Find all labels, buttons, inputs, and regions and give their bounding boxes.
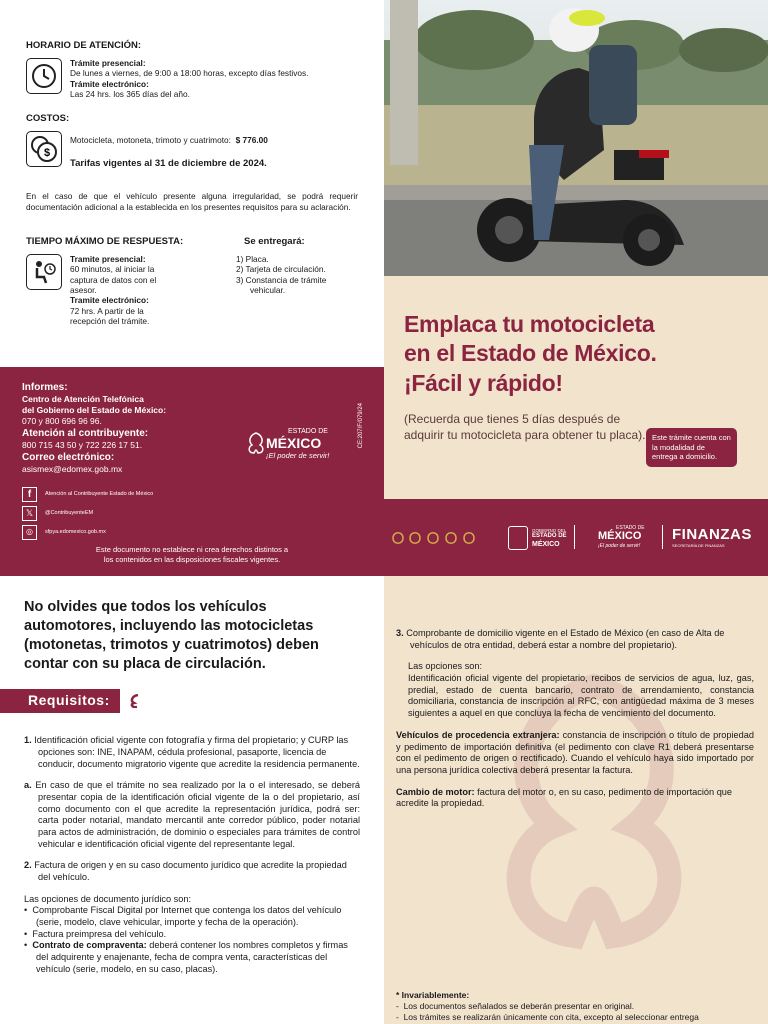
req-1-text: Identificación oficial vigente con fotografía y firma del propietario; y CURP las opciones son: INE, INAPAM, cédula profesional, pasaporte, licencia de conducir, documento migratorio vigente que acredite la residencia permanente. [34, 735, 360, 769]
tiempo-title: TIEMPO MÁXIMO DE RESPUESTA: [26, 236, 184, 248]
correo-title: Correo electrónico: [22, 452, 115, 464]
finanzas-sub: SECRETARÍA DE FINANZAS [672, 543, 725, 548]
tiempo-electronico-text: 72 hrs. A partir de la recepción del trámite. [70, 305, 150, 327]
logos-bar [384, 499, 768, 576]
logo-estado-small: ESTADO DE [616, 525, 645, 531]
disclaimer-line-2: los contenidos en las disposiciones fiscales vigentes. [103, 554, 281, 564]
tiempo-electronico-label: Tramite electrónico: [70, 295, 149, 306]
gobierno-line-2: ESTADO DE [532, 533, 567, 540]
logo-mexico: MÉXICO [266, 435, 322, 451]
informes-title: Informes: [22, 382, 68, 393]
divider [574, 525, 575, 549]
list-item: - Los trámites se realizarán únicamente con cita, excepto al seleccionar entrega [396, 1011, 699, 1022]
entrega-item: 2) Tarjeta de circulación. [236, 264, 326, 275]
centro-line-1: Centro de Atención Telefónica [22, 394, 144, 404]
lead-text: No olvides que todos los vehículos automotores, incluyendo las motocicletas (motonetas, trimotos y cuatrimotos) deben contar con su placa de circulación. [24, 599, 319, 672]
horario-title: HORARIO DE ATENCIÓN: [26, 40, 142, 51]
finanzas-logo: FINANZAS [672, 526, 752, 543]
contribuyente-title: Atención al contribuyente: [22, 428, 149, 440]
req-3-text: Comprobante de domicilio vigente en el Estado de México (en caso de Alta de vehículos de otra entidad, deberá estar a nombre del propietario). [406, 628, 725, 650]
entrega-item: 3) Constancia de trámite [236, 274, 327, 285]
opciones-text: Identificación oficial vigente del propietario, recibos de servicios de agua, luz, gas, predial, estado de cuenta bancario, contrato de arrendamiento, constancia domiciliaria, constancia de inscripción al RFC, con antigüedad máxima de 3 meses siguientes a aquel en que concluya la fecha de vencimiento del documento. [408, 673, 754, 719]
tiempo-presencial-label: Tramite presencial: [70, 254, 146, 265]
invariablemente-note [396, 990, 756, 1022]
x-icon[interactable]: 𝕏 [22, 506, 37, 521]
gobierno-logo [532, 528, 567, 549]
list-item: - Los documentos señalados se deberán presentar en original. [396, 1000, 635, 1011]
facebook-link[interactable]: Atención al Contribuyente Estado de México [45, 490, 154, 497]
irregularidad-note: En el caso de que el vehículo presente alguna irregularidad, se podrá requerir documentación adicional a la establecida en los presentes requisitos para su aclaración. [26, 191, 358, 212]
req-a-text: En caso de que el trámite no sea realizado por la o el interesado, se deberá presentar copia de la identificación oficial vigente de la o del propietario, así como documento con el que acredite la representación jurídica, podrá ser: carta poder notarial, mandato mercantil ante corredor público, poder notarial para actos de administración, de dominio o especiales para trámites de control vehicular e identificación oficial vigente del representante legal. [35, 780, 360, 849]
requisitos-header [0, 689, 360, 713]
facebook-icon[interactable]: f [22, 487, 37, 502]
horario-presencial-text: De lunes a viernes, de 9:00 a 18:00 horas, excepto días festivos. [70, 68, 309, 79]
horario-presencial-label: Trámite presencial: [70, 57, 146, 68]
hero-subtitle: (Recuerda que tienes 5 días después de adquirir tu motocicleta para obtener tu placa). [404, 412, 646, 443]
opciones-title: Las opciones de documento jurídico son: [24, 893, 192, 904]
requisitos-title: Requisitos: [0, 689, 120, 713]
extranjera-label: Vehículos de procedencia extranjera: [396, 729, 560, 740]
correo-link[interactable]: asismex@edomex.gob.mx [22, 464, 123, 475]
web-link[interactable]: sfpya.edomexico.gob.mx [45, 528, 106, 535]
x-link[interactable]: @ContribuyenteEM [45, 509, 94, 516]
waiting-person-icon [26, 254, 62, 290]
hero-title-line-3: ¡Fácil y rápido! [404, 369, 563, 396]
horario-electronico-text: Las 24 hrs. los 365 días del año. [70, 88, 190, 99]
req-3-num: 3. [396, 628, 404, 638]
req-1-num: 1. [24, 735, 32, 746]
centro-line-2: del Gobierno del Estado de México: [22, 405, 167, 416]
req-a-num: a. [24, 780, 32, 791]
gobierno-line-3: MÉXICO [532, 540, 560, 548]
entrega-item: 1) Placa. [236, 254, 269, 265]
clock-icon [26, 58, 62, 94]
hero-title-line-1: Emplaca tu motocicleta [404, 311, 655, 337]
logo-estado: ESTADO DE [288, 428, 328, 435]
logo-slogan-small: ¡El poder de servir! [598, 543, 641, 549]
motor-text: factura del motor o, en su caso, pedimento de importación que acredite la propiedad. [396, 786, 733, 809]
informes-panel [0, 367, 384, 576]
ornament-icon [388, 528, 478, 548]
social-links [22, 487, 153, 540]
hero-panel [384, 276, 768, 499]
horario-electronico-label: Trámite electrónico: [70, 78, 149, 89]
extranjera-text: constancia de inscripción o título de propiedad y pedimento de importación definitiva (el pedimento con clave R1 deberá presentarse con el pedimento de origen o rectificado). Cuando el vehículo haya sido importado por una persona jurídica colectiva deberá presentar la factura. [396, 729, 754, 775]
logo-mexico-small: MÉXICO [598, 530, 642, 542]
list-item: • Contrato de compraventa: deberá contener los nombres completos y firmas del adquirente y enajenante, fecha de compra venta, características del vehículo (serie, modelo, en su caso, placas). [24, 940, 348, 974]
logo-slogan: ¡El poder de servir! [266, 451, 330, 460]
centro-tel: 070 y 800 696 96 96. [22, 416, 102, 427]
ornament-icon [128, 694, 142, 708]
coins-icon [26, 131, 62, 167]
delivery-badge: Este trámite cuenta con la modalidad de entrega a domicilio. [646, 428, 737, 467]
entrega-title: Se entregará: [244, 236, 305, 248]
list-item: • Comprobante Fiscal Digital por Internet que contenga los datos del vehículo (serie, modelo, clave vehicular, importe y fecha de la operación). [24, 905, 342, 928]
flower-logo-icon [244, 429, 268, 457]
gobierno-line-1: GOBIERNO DEL [532, 528, 567, 533]
contribuyente-tel: 800 715 43 50 y 722 226 17 51. [22, 440, 143, 451]
req-2-text: Factura de origen y en su caso documento jurídico que acredite la propiedad del vehículo. [34, 860, 347, 883]
opciones-title: Las opciones son: [408, 661, 483, 672]
costos-tarifas: Tarifas vigentes al 31 de diciembre de 2024. [70, 157, 267, 169]
tiempo-presencial-text: 60 minutos, al iniciar la captura de datos con el asesor. [70, 264, 157, 296]
web-icon[interactable]: ◎ [22, 525, 37, 540]
disclaimer-line-1: Este documento no establece ni crea derechos distintos a [95, 545, 289, 554]
entrega-item: vehicular. [250, 285, 286, 296]
costos-item: Motocicleta, motoneta, trimoto y cuatrimoto: [70, 135, 231, 146]
req-2-num: 2. [24, 860, 32, 871]
info-panel [0, 0, 384, 367]
list-item: • Factura preimpresa del vehículo. [24, 928, 167, 939]
costos-price: $ 776.00 [235, 135, 268, 146]
hero-title-line-2: en el Estado de México. [404, 340, 657, 367]
coat-of-arms-icon [508, 526, 528, 550]
costos-title: COSTOS: [26, 113, 70, 125]
inv-title: * Invariablemente: [396, 990, 470, 1000]
document-code: CE:207/F/079/24 [358, 403, 364, 449]
requirements-right [384, 576, 768, 1024]
requirements-left [0, 576, 384, 1024]
divider [662, 525, 663, 549]
svg-text:$: $ [43, 147, 51, 160]
motor-label: Cambio de motor: [396, 786, 475, 797]
motorcycle-photo [384, 0, 768, 276]
